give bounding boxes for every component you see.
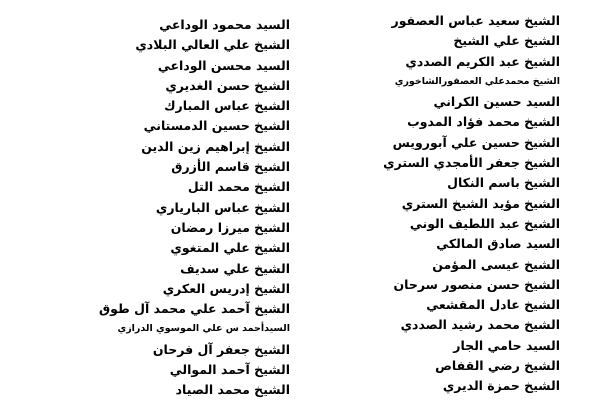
list-item: السيد محمود الوداعي <box>159 17 290 32</box>
list-item: السيد محسن الوداعي <box>157 57 290 73</box>
list-item: الشيخ آحمد الموالي <box>169 362 290 378</box>
list-item: الشيخ عبد الكريم الصددي <box>405 53 560 69</box>
list-item: السيدأحمد س علي الموسوي الدرازي <box>117 323 290 335</box>
list-item: الشيخ قاسم الأزرق <box>171 159 290 175</box>
list-item: الشيخ حسن الغديري <box>165 77 290 93</box>
list-item: الشيخ محمد فؤاد المدوب <box>407 114 560 130</box>
list-item: الشيخ محمد التل <box>187 179 290 195</box>
list-item: الشيخ عباس المبارك <box>164 98 290 114</box>
list-item: الشيخ جعفر آل فرحان <box>152 341 290 357</box>
list-item: الشيخ حسن منصور سرحان <box>393 276 560 292</box>
list-item: الشيخ رضي القفاص <box>435 358 560 374</box>
names-column-right <box>280 11 560 397</box>
list-item: السيد حسين الكراني <box>433 94 560 110</box>
list-item: الشيخ آحمد علي محمد آل طوق <box>98 301 290 317</box>
list-item: الشيخ محمدعلي العصفورالشاخوري <box>394 75 560 87</box>
list-item: الشيخ إبراهيم زين الدين <box>141 138 290 154</box>
list-item: الشيخ علي المتغوي <box>170 240 290 256</box>
list-item: الشيخ عادل المقشعي <box>426 297 560 313</box>
list-item: الشيخ عيسى المؤمن <box>432 256 560 272</box>
names-column-left <box>10 15 290 400</box>
list-item: الشيخ حسين الدمستاني <box>143 118 290 134</box>
list-item: الشيخ محمد رشيد الصددي <box>400 317 560 333</box>
list-item: الشيخ عبد اللطيف الوني <box>409 215 560 231</box>
list-item: الشيخ إدريس العكري <box>162 280 290 296</box>
list-item: الشيخ ميرزا رمضان <box>170 219 290 235</box>
list-item: السيد حامي الجار <box>453 337 560 353</box>
list-item: الشيخ حمزة الديري <box>442 378 560 394</box>
list-item: الشيخ حسين علي آبورويس <box>392 134 560 150</box>
list-item: السيد صادق المالكي <box>436 236 560 252</box>
list-item: الشيخ مؤيد الشيخ الستري <box>401 195 560 211</box>
list-item: الشيخ باسم النكال <box>447 175 560 191</box>
list-item: الشيخ جعفر الأمجدي الستري <box>383 155 560 171</box>
list-item: الشيخ عباس البارياري <box>155 199 290 215</box>
list-item: الشيخ علي العالي البلادي <box>135 37 290 53</box>
list-item: الشيخ علي سديف <box>180 260 290 276</box>
list-item: الشيخ سعيد عباس العصفور <box>391 13 560 28</box>
list-item: الشيخ علي الشيخ <box>453 33 560 49</box>
list-item: الشيخ محمد الصياد <box>175 382 290 398</box>
